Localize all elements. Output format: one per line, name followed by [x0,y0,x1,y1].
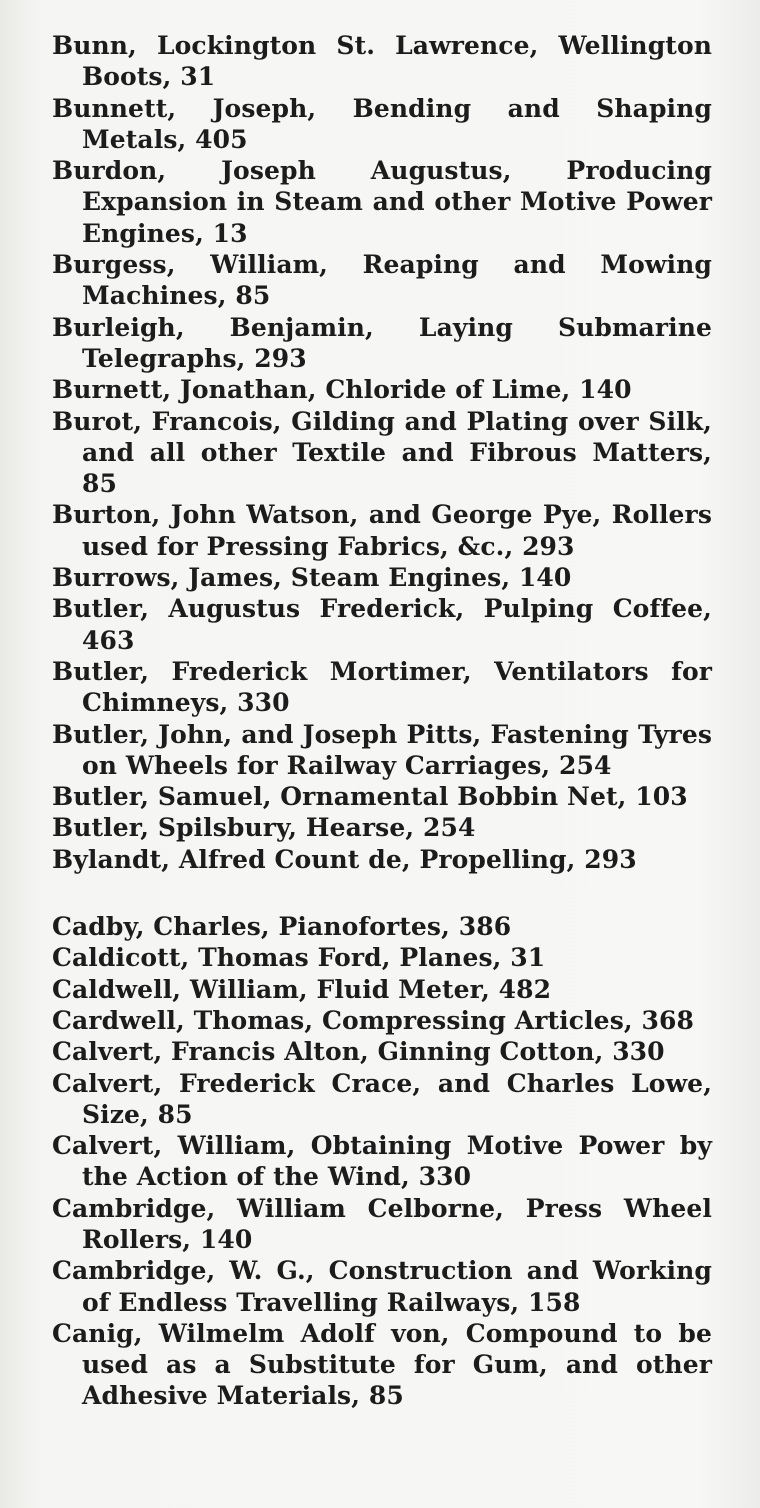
index-entry: Butler, Augustus Frederick, Pulping Coffee, 463 [52,594,712,655]
index-entry: Caldicott, Thomas Ford, Planes, 31 [52,943,546,973]
index-entry: Cardwell, Thomas, Compressing Articles, 368 [52,1005,694,1035]
index-entry: Butler, John, and Joseph Pitts, Fastening Tyres on Wheels for Railway Carriages, 254 [52,719,712,780]
index-entry: Butler, Spilsbury, Hearse, 254 [52,813,476,843]
index-entry: Calvert, Francis Alton, Ginning Cotton, 330 [52,1037,665,1067]
index-entry: Calvert, Frederick Crace, and Charles Lowe, Size, 85 [52,1068,712,1129]
index-entry: Butler, Samuel, Ornamental Bobbin Net, 103 [52,782,688,812]
index-entry: Butler, Frederick Mortimer, Ventilators for Chimneys, 330 [52,656,712,718]
index-entry: Cambridge, W. G., Construction and Working of Endless Travelling Railways, 158 [52,1256,712,1317]
index-entry: Burot, Francois, Gilding and Plating over Silk, and all other Textile and Fibrous Matters, 85 [52,406,712,499]
index-entry: Burrows, James, Steam Engines, 140 [52,563,572,593]
index-entry: Burgess, William, Reaping and Mowing Machines, 85 [52,250,712,311]
index-entry: Cadby, Charles, Pianofortes, 386 [52,912,512,942]
index-column [52,30,712,1412]
index-group-b [52,30,712,875]
index-entry: Cambridge, William Celborne, Press Wheel Rollers, 140 [52,1193,712,1254]
index-entry: Burton, John Watson, and George Pye, Rollers used for Pressing Fabrics, &c., 293 [52,500,712,561]
index-entry: Bunn, Lockington St. Lawrence, Wellington Boots, 31 [52,31,712,92]
index-entry: Burleigh, Benjamin, Laying Submarine Telegraphs, 293 [52,312,712,373]
group-separator [52,875,712,911]
index-entry: Burnett, Jonathan, Chloride of Lime, 140 [52,375,632,405]
index-entry: Bylandt, Alfred Count de, Propelling, 293 [52,844,637,874]
index-entry: Canig, Wilmelm Adolf von, Compound to be used as a Substitute for Gum, and other Adhesive Materials, 85 [52,1318,712,1411]
index-group-c [52,911,712,1412]
index-entry: Caldwell, William, Fluid Meter, 482 [52,974,552,1004]
index-entry: Bunnett, Joseph, Bending and Shaping Metals, 405 [52,93,712,154]
index-entry: Burdon, Joseph Augustus, Producing Expansion in Steam and other Motive Power Engines, 13 [52,156,712,248]
index-entry: Calvert, William, Obtaining Motive Power by the Action of the Wind, 330 [52,1131,712,1192]
